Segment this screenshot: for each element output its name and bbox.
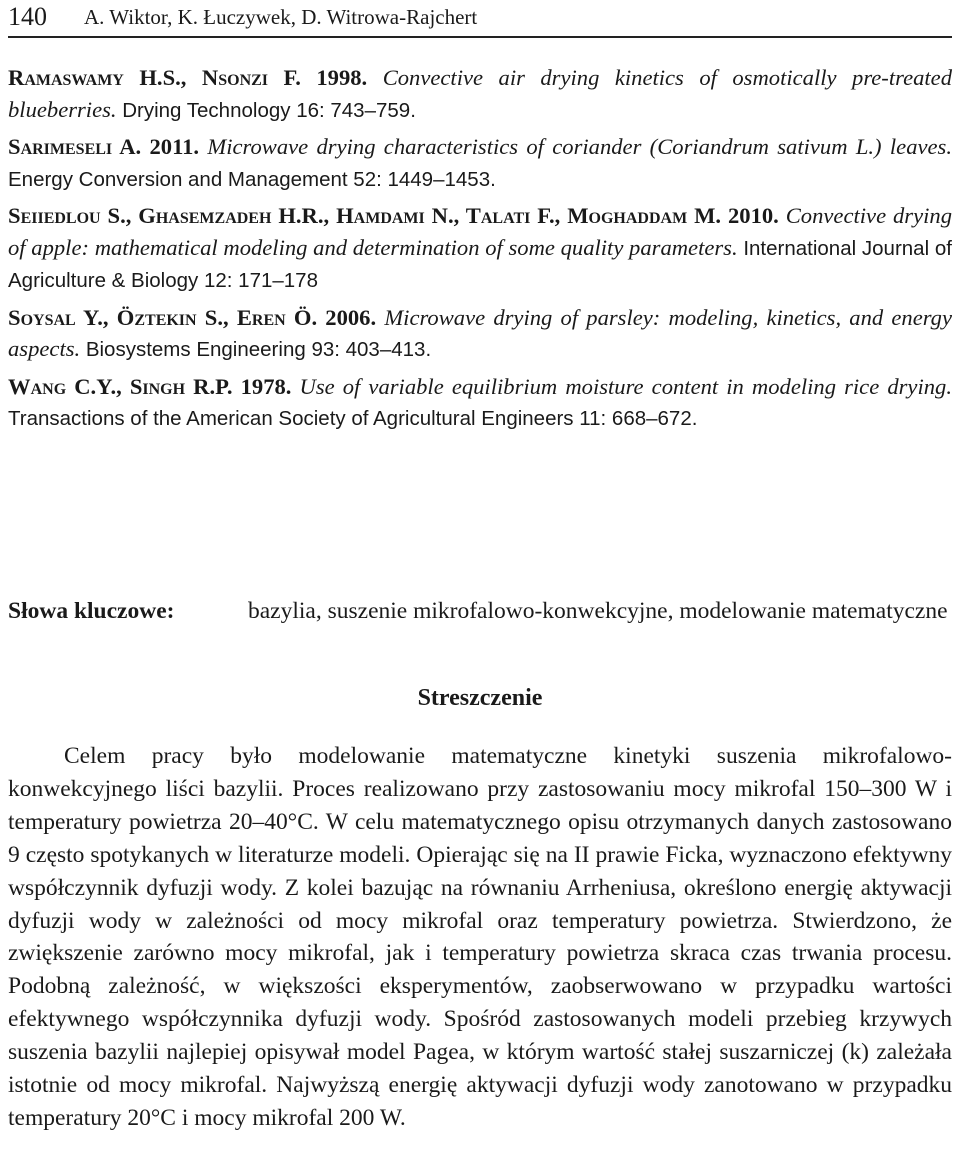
reference-source: Drying Technology 16: 743–759. xyxy=(122,98,416,122)
page-header xyxy=(8,0,952,38)
reference-source: Transactions of the American Society of Agricultural Engineers 11: 668–672. xyxy=(8,407,698,430)
reference-title: Convective drying of apple: mathematical modeling and determination of some quality parameters. xyxy=(8,203,952,260)
reference-title: Use of variable equilibrium moisture content in modeling rice drying. xyxy=(299,373,952,399)
reference-authors: Soysal Y., Öztekin S., Eren Ö. 2006. xyxy=(8,304,377,330)
reference-list xyxy=(8,62,952,440)
reference-authors: Ramaswamy H.S., Nsonzi F. 1998. xyxy=(8,65,368,90)
reference-title: Microwave drying of parsley: modeling, kinetics, and energy aspects. xyxy=(8,304,952,361)
reference-authors: Seiiedlou S., Ghasemzadeh H.R., Hamdami N., Talati F., Moghaddam M. 2010. xyxy=(8,203,779,228)
running-head-authors: A. Wiktor, K. Łuczywek, D. Witrowa-Rajchert xyxy=(84,5,478,29)
reference-title: Convective air drying kinetics of osmotically pre-treated blueberries. xyxy=(8,65,952,122)
reference-item xyxy=(8,200,952,297)
keywords-text: bazylia, suszenie mikrofalowo-konwekcyjne, modelowanie matematyczne xyxy=(248,598,948,624)
page-number: 140 xyxy=(8,2,47,31)
reference-source: Biosystems Engineering 93: 403–413. xyxy=(85,338,432,361)
abstract-heading: Streszczenie xyxy=(417,685,543,711)
reference-item xyxy=(8,131,952,195)
keywords-label: Słowa kluczowe: xyxy=(8,598,175,624)
reference-authors: Sarimeseli A. 2011. xyxy=(8,134,200,159)
reference-item xyxy=(8,302,952,366)
reference-title: Microwave drying characteristics of coriander (Coriandrum sativum L.) leaves. xyxy=(207,134,952,159)
reference-item xyxy=(8,371,952,435)
abstract-body: Celem pracy było modelowanie matematyczne kinetyki suszenia mikrofalowo-konwekcyjnego liści bazylii. Proces realizowano przy zastosowaniu mocy mikrofal 150–300 W i temperatury powietrza 20–40°C. W celu matematycznego opisu otrzymanych danych zastosowano 9 często spotykanych w literaturze modeli. Opierając się na II prawie Ficka, wyznaczono efektywny współczynnik dyfuzji wody. Z kolei bazując na równaniu Arrheniusa, określono energię aktywacji dyfuzji wody w zależności od mocy mikrofal oraz temperatury powietrza. Stwierdzono, że zwiększenie zarówno mocy mikrofal, jak i temperatury powietrza skraca czas trwania procesu. Podobną zależność, w większości eksperymentów, zaobserwowano w przypadku wartości efektywnego współczynnika dyfuzji wody. Spośród zastosowanych modeli przebieg krzywych suszenia bazylii najlepiej opisywał model Pagea, w którym wartość stałej suszarniczej (k) zależała istotnie od mocy mikrofal. Najwyższą energię aktywacji dyfuzji wody zanotowano w przypadku temperatury 20°C i mocy mikrofal 200 W. xyxy=(8,743,952,1131)
keywords-block xyxy=(8,595,952,628)
reference-source: International Journal of Agriculture & Biology 12: 171–178 xyxy=(8,236,952,292)
reference-authors: Wang C.Y., Singh R.P. 1978. xyxy=(8,373,292,399)
reference-item xyxy=(8,62,952,126)
reference-source: Energy Conversion and Management 52: 1449–1453. xyxy=(8,167,496,191)
